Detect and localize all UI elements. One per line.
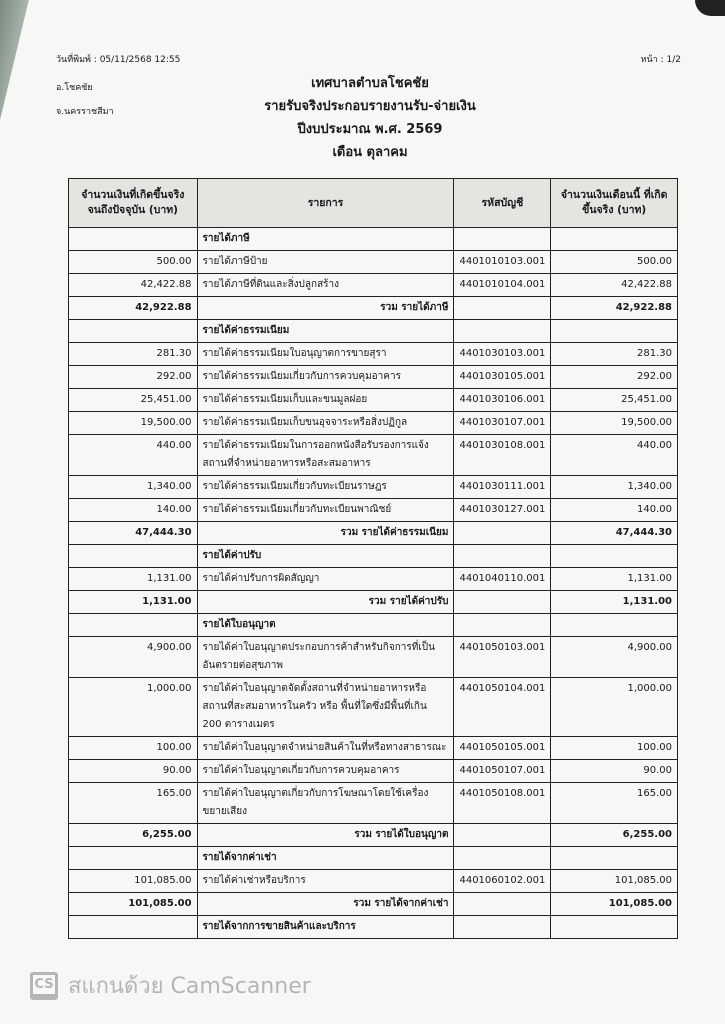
month-amount-cell: 1,340.00 bbox=[551, 476, 678, 499]
month-amount-cell: 100.00 bbox=[551, 737, 678, 760]
table-row bbox=[69, 568, 678, 591]
table-row bbox=[69, 870, 678, 893]
category-row bbox=[69, 320, 678, 343]
item-cell: รายได้ภาษีป้าย bbox=[197, 251, 454, 274]
account-code-cell bbox=[454, 320, 551, 343]
org-name: เทศบาลตำบลโชคชัย bbox=[311, 76, 429, 91]
month-amount-cell: 1,000.00 bbox=[551, 678, 678, 737]
month-amount-cell: 292.00 bbox=[551, 366, 678, 389]
account-code-cell bbox=[454, 522, 551, 545]
table-row bbox=[69, 274, 678, 297]
item-cell: รายได้ใบอนุญาต bbox=[197, 614, 454, 637]
cumulative-amount-cell: 19,500.00 bbox=[69, 412, 198, 435]
item-cell: รายได้ภาษีที่ดินและสิ่งปลูกสร้าง bbox=[197, 274, 454, 297]
item-cell: รายได้ค่าธรรมเนียมเกี่ยวกับการควบคุมอาคาร bbox=[197, 366, 454, 389]
cumulative-amount-cell: 101,085.00 bbox=[69, 870, 198, 893]
item-cell: รายได้ค่าธรรมเนียมเกี่ยวกับทะเบียนราษฎร bbox=[197, 476, 454, 499]
table-row bbox=[69, 251, 678, 274]
col-account-code: รหัสบัญชี bbox=[454, 179, 551, 228]
cumulative-amount-cell bbox=[69, 847, 198, 870]
table-row bbox=[69, 412, 678, 435]
cumulative-amount-cell: 165.00 bbox=[69, 783, 198, 824]
cumulative-amount-cell: 1,131.00 bbox=[69, 591, 198, 614]
cumulative-amount-cell: 281.30 bbox=[69, 343, 198, 366]
category-row bbox=[69, 916, 678, 939]
watermark-text: สแกนด้วย CamScanner bbox=[68, 974, 311, 999]
item-cell: รายได้ค่าธรรมเนียมเก็บและขนมูลฝอย bbox=[197, 389, 454, 412]
account-code-cell: 4401050104.001 bbox=[454, 678, 551, 737]
item-cell: รายได้ค่าใบอนุญาตเกี่ยวกับการโฆษณาโดยใช้เครื่องขยายเสียง bbox=[197, 783, 454, 824]
col-month-amount: จำนวนเงินเดือนนี้ ที่เกิดขึ้นจริง (บาท) bbox=[551, 179, 678, 228]
month-amount-cell: 19,500.00 bbox=[551, 412, 678, 435]
month-amount-cell bbox=[551, 847, 678, 870]
table-row bbox=[69, 678, 678, 737]
item-cell: รายได้ค่าธรรมเนียมเก็บขนอุจจาระหรือสิ่งปฏิกูล bbox=[197, 412, 454, 435]
item-cell: รายได้ค่าธรรมเนียมเกี่ยวกับทะเบียนพาณิชย์ bbox=[197, 499, 454, 522]
month-amount-cell bbox=[551, 228, 678, 251]
item-cell: รายได้ค่าใบอนุญาตเกี่ยวกับการควบคุมอาคาร bbox=[197, 760, 454, 783]
category-row bbox=[69, 614, 678, 637]
month-amount-cell: 440.00 bbox=[551, 435, 678, 476]
cumulative-amount-cell: 101,085.00 bbox=[69, 893, 198, 916]
month-amount-cell bbox=[551, 614, 678, 637]
table-row bbox=[69, 637, 678, 678]
cumulative-amount-cell: 440.00 bbox=[69, 435, 198, 476]
account-code-cell bbox=[454, 545, 551, 568]
account-code-cell bbox=[454, 614, 551, 637]
cumulative-amount-cell: 90.00 bbox=[69, 760, 198, 783]
account-code-cell: 4401030106.001 bbox=[454, 389, 551, 412]
cumulative-amount-cell: 500.00 bbox=[69, 251, 198, 274]
account-code-cell: 4401050103.001 bbox=[454, 637, 551, 678]
table-row bbox=[69, 476, 678, 499]
account-code-cell: 4401050105.001 bbox=[454, 737, 551, 760]
account-code-cell bbox=[454, 591, 551, 614]
month-amount-cell: 6,255.00 bbox=[551, 824, 678, 847]
item-cell: รวม รายได้จากค่าเช่า bbox=[197, 893, 454, 916]
month-amount-cell: 47,444.30 bbox=[551, 522, 678, 545]
col-item: รายการ bbox=[197, 179, 454, 228]
item-cell: รายได้ภาษี bbox=[197, 228, 454, 251]
province: จ.นครราชสีมา bbox=[56, 107, 114, 117]
camscanner-watermark bbox=[30, 968, 311, 1003]
scan-edge-corner bbox=[695, 0, 725, 16]
account-code-cell: 4401050107.001 bbox=[454, 760, 551, 783]
subtotal-row bbox=[69, 297, 678, 320]
item-cell: รายได้ค่าธรรมเนียมใบอนุญาตการขายสุรา bbox=[197, 343, 454, 366]
account-code-cell: 4401040110.001 bbox=[454, 568, 551, 591]
account-code-cell bbox=[454, 916, 551, 939]
account-code-cell: 4401030127.001 bbox=[454, 499, 551, 522]
account-code-cell bbox=[454, 297, 551, 320]
cumulative-amount-cell: 25,451.00 bbox=[69, 389, 198, 412]
item-cell: รวม รายได้ใบอนุญาต bbox=[197, 824, 454, 847]
month-amount-cell: 1,131.00 bbox=[551, 591, 678, 614]
account-code-cell: 4401030103.001 bbox=[454, 343, 551, 366]
scan-edge-shadow bbox=[0, 0, 48, 120]
cumulative-amount-cell bbox=[69, 916, 198, 939]
table-row bbox=[69, 783, 678, 824]
cumulative-amount-cell: 100.00 bbox=[69, 737, 198, 760]
month-amount-cell: 42,922.88 bbox=[551, 297, 678, 320]
item-cell: รายได้ค่าใบอนุญาตจำหน่ายสินค้าในที่หรือทางสาธารณะ bbox=[197, 737, 454, 760]
report-title bbox=[200, 72, 540, 164]
table-row bbox=[69, 499, 678, 522]
cumulative-amount-cell: 292.00 bbox=[69, 366, 198, 389]
account-code-cell: 4401010104.001 bbox=[454, 274, 551, 297]
print-date: วันที่พิมพ์ : 05/11/2568 12:55 bbox=[56, 55, 181, 65]
account-code-cell: 4401030111.001 bbox=[454, 476, 551, 499]
category-row bbox=[69, 228, 678, 251]
cumulative-amount-cell bbox=[69, 320, 198, 343]
cumulative-amount-cell bbox=[69, 545, 198, 568]
account-code-cell: 4401010103.001 bbox=[454, 251, 551, 274]
account-code-cell bbox=[454, 824, 551, 847]
month-amount-cell: 90.00 bbox=[551, 760, 678, 783]
month-amount-cell bbox=[551, 545, 678, 568]
item-cell: รายได้ค่าปรับการผิดสัญญา bbox=[197, 568, 454, 591]
account-code-cell: 4401060102.001 bbox=[454, 870, 551, 893]
account-code-cell: 4401030107.001 bbox=[454, 412, 551, 435]
subtotal-row bbox=[69, 893, 678, 916]
table-row bbox=[69, 737, 678, 760]
report-month: เดือน ตุลาคม bbox=[332, 145, 408, 160]
revenue-table bbox=[68, 178, 678, 939]
month-amount-cell: 140.00 bbox=[551, 499, 678, 522]
month-amount-cell bbox=[551, 320, 678, 343]
month-amount-cell bbox=[551, 916, 678, 939]
category-row bbox=[69, 847, 678, 870]
item-cell: รายได้ค่าใบอนุญาตจัดตั้งสถานที่จำหน่ายอาหารหรือสถานที่สะสมอาหารในครัว หรือ พื้นที่ใดซึ่งมีพื้นที่เกิน 200 ตารางเมตร bbox=[197, 678, 454, 737]
month-amount-cell: 101,085.00 bbox=[551, 893, 678, 916]
account-code-cell: 4401030108.001 bbox=[454, 435, 551, 476]
month-amount-cell: 25,451.00 bbox=[551, 389, 678, 412]
report-name: รายรับจริงประกอบรายงานรับ-จ่ายเงิน bbox=[264, 99, 476, 114]
item-cell: รวม รายได้ค่าธรรมเนียม bbox=[197, 522, 454, 545]
month-amount-cell: 281.30 bbox=[551, 343, 678, 366]
account-code-cell bbox=[454, 893, 551, 916]
page-number: หน้า : 1/2 bbox=[640, 55, 681, 65]
category-row bbox=[69, 545, 678, 568]
subtotal-row bbox=[69, 522, 678, 545]
cumulative-amount-cell: 4,900.00 bbox=[69, 637, 198, 678]
cumulative-amount-cell: 42,422.88 bbox=[69, 274, 198, 297]
item-cell: รายได้ค่าปรับ bbox=[197, 545, 454, 568]
item-cell: รายได้ค่าธรรมเนียม bbox=[197, 320, 454, 343]
cumulative-amount-cell: 6,255.00 bbox=[69, 824, 198, 847]
table-row bbox=[69, 389, 678, 412]
month-amount-cell: 1,131.00 bbox=[551, 568, 678, 591]
item-cell: รายได้ค่าใบอนุญาตประกอบการค้าสำหรับกิจการที่เป็นอันตรายต่อสุขภาพ bbox=[197, 637, 454, 678]
cumulative-amount-cell bbox=[69, 228, 198, 251]
district: อ.โชคชัย bbox=[56, 83, 93, 93]
table-row bbox=[69, 760, 678, 783]
month-amount-cell: 42,422.88 bbox=[551, 274, 678, 297]
account-code-cell: 4401030105.001 bbox=[454, 366, 551, 389]
month-amount-cell: 101,085.00 bbox=[551, 870, 678, 893]
table-body bbox=[69, 228, 678, 939]
item-cell: รายได้ค่าธรรมเนียมในการออกหนังสือรับรองการแจ้งสถานที่จำหน่ายอาหารหรือสะสมอาหาร bbox=[197, 435, 454, 476]
account-code-cell bbox=[454, 228, 551, 251]
table-row bbox=[69, 435, 678, 476]
subtotal-row bbox=[69, 824, 678, 847]
col-cumulative-amount: จำนวนเงินที่เกิดขึ้นจริง จนถึงปัจจุบัน (บาท) bbox=[69, 179, 198, 228]
fiscal-year: ปีงบประมาณ พ.ศ. 2569 bbox=[297, 122, 443, 137]
cumulative-amount-cell: 1,000.00 bbox=[69, 678, 198, 737]
item-cell: รวม รายได้ค่าปรับ bbox=[197, 591, 454, 614]
table-row bbox=[69, 366, 678, 389]
item-cell: รวม รายได้ภาษี bbox=[197, 297, 454, 320]
cumulative-amount-cell bbox=[69, 614, 198, 637]
table-header-row bbox=[69, 179, 678, 228]
cumulative-amount-cell: 1,131.00 bbox=[69, 568, 198, 591]
subtotal-row bbox=[69, 591, 678, 614]
item-cell: รายได้จากการขายสินค้าและบริการ bbox=[197, 916, 454, 939]
table-row bbox=[69, 343, 678, 366]
month-amount-cell: 4,900.00 bbox=[551, 637, 678, 678]
account-code-cell bbox=[454, 847, 551, 870]
item-cell: รายได้ค่าเช่าหรือบริการ bbox=[197, 870, 454, 893]
cumulative-amount-cell: 42,922.88 bbox=[69, 297, 198, 320]
item-cell: รายได้จากค่าเช่า bbox=[197, 847, 454, 870]
cumulative-amount-cell: 140.00 bbox=[69, 499, 198, 522]
cumulative-amount-cell: 47,444.30 bbox=[69, 522, 198, 545]
camscanner-logo-icon: CS bbox=[30, 972, 58, 1000]
month-amount-cell: 165.00 bbox=[551, 783, 678, 824]
account-code-cell: 4401050108.001 bbox=[454, 783, 551, 824]
cumulative-amount-cell: 1,340.00 bbox=[69, 476, 198, 499]
month-amount-cell: 500.00 bbox=[551, 251, 678, 274]
